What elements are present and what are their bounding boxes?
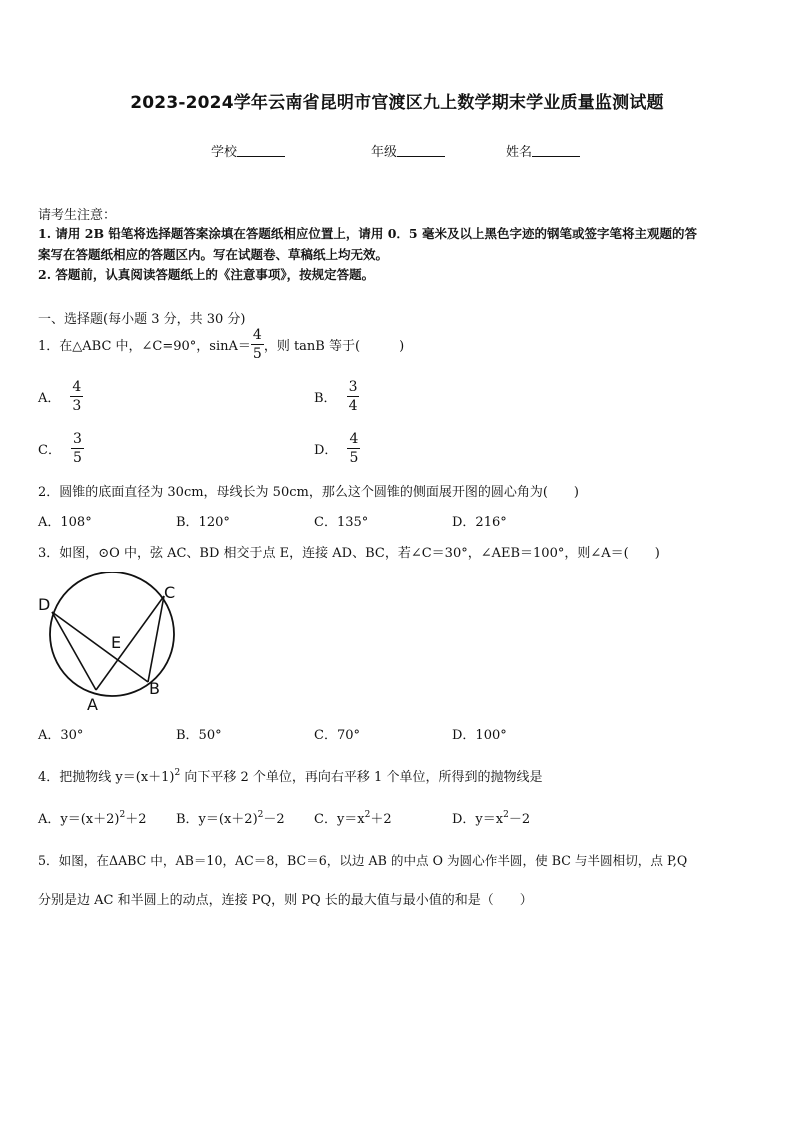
fraction: $\frac{4}{5}$ (349, 431, 359, 466)
question-1-option-c: C． $\frac{3}{5}$ (38, 431, 82, 466)
name-field: 姓名 (506, 141, 580, 160)
question-3-stem: 3．如图，⊙O 中，弦 AC、BD 相交于点 E，连接 AD、BC，若∠C＝30°，∠AEB＝100°，则∠A＝( ) (38, 546, 660, 561)
label-a: A (87, 695, 98, 712)
question-3-option-c: C．70° (314, 728, 360, 743)
question-3-option-d: D．100° (452, 728, 507, 743)
question-2-stem: 2．圆锥的底面直径为 30cm，母线长为 50cm，那么这个圆锥的侧面展开图的圆心角为( ) (38, 485, 579, 500)
question-4-option-d: D．$y=x^2-2$ (452, 810, 531, 827)
chord-bd (52, 612, 148, 682)
fraction: $\frac{4}{5}$ (252, 327, 262, 362)
question-5-line-1: 5．如图，在ΔABC 中，AB＝10，AC＝8，BC＝6，以边 AB 的中点 O 为圆心作半圆，使 BC 与半圆相切，点 P,Q (38, 853, 688, 868)
school-field: 学校 (211, 141, 285, 160)
chord-ac (96, 596, 164, 690)
question-1-stem: 1．在△ABC 中，∠C=90°，sinA＝ $\frac{4}{5}$ ，则 tanB 等于( ) (38, 327, 405, 362)
label-e: E (111, 633, 122, 652)
section-heading: 一、选择题(每小题 3 分，共 30 分) (38, 312, 246, 327)
grade-blank (397, 144, 445, 157)
page-title: 2023-2024学年云南省昆明市官渡区九上数学期末学业质量监测试题 (130, 93, 664, 113)
label-b: B (149, 679, 160, 698)
label-c: C (164, 583, 176, 602)
question-2-option-c: C．135° (314, 515, 369, 530)
name-blank (532, 144, 580, 157)
fraction: $\frac{3}{5}$ (72, 431, 82, 466)
question-3-option-b: B．50° (176, 728, 222, 743)
fraction: $\frac{4}{3}$ (72, 379, 82, 414)
notice-heading: 请考生注意： (38, 208, 117, 223)
question-2-option-d: D．216° (452, 515, 507, 530)
question-1-option-b: B． $\frac{3}{4}$ (314, 379, 358, 414)
label-d: D (38, 595, 51, 614)
school-blank (237, 144, 285, 157)
question-5-line-2: 分别是边 AC 和半圆上的动点，连接 PQ，则 PQ 长的最大值与最小值的和是（ ） (38, 893, 533, 908)
question-4-stem: 4．把抛物线 $y=(x+1)^2$ 向下平移 2 个单位，再向右平移 1 个单位，所得到的抛物线是 (38, 768, 543, 785)
notice-line-3: 2. 答题前，认真阅读答题纸上的《注意事项》，按规定答题。 (38, 267, 375, 282)
grade-field: 年级 (371, 141, 445, 160)
question-2-option-b: B．120° (176, 515, 230, 530)
question-4-option-a: A．$y=(x+2)^2+2$ (38, 810, 147, 827)
question-1-option-a: A． $\frac{4}{3}$ (38, 379, 82, 414)
chord-bc (148, 596, 164, 682)
question-3-option-a: A．30° (38, 728, 84, 743)
question-4-option-c: C．$y=x^2+2$ (314, 810, 392, 827)
question-4-option-b: B．$y=(x+2)^2-2$ (176, 810, 285, 827)
chord-ad (52, 612, 96, 690)
question-2-option-a: A．108° (38, 515, 92, 530)
circle-figure (30, 572, 190, 712)
notice-line-2: 案写在答题纸相应的答题区内。写在试题卷、草稿纸上均无效。 (38, 247, 389, 262)
fraction: $\frac{3}{4}$ (348, 379, 358, 414)
notice-line-1: 1. 请用 2B 铅笔将选择题答案涂填在答题纸相应位置上，请用 0．5 毫米及以上黑色字迹的钢笔或签字笔将主观题的答 (38, 226, 697, 241)
question-1-option-d: D． $\frac{4}{5}$ (314, 431, 359, 466)
